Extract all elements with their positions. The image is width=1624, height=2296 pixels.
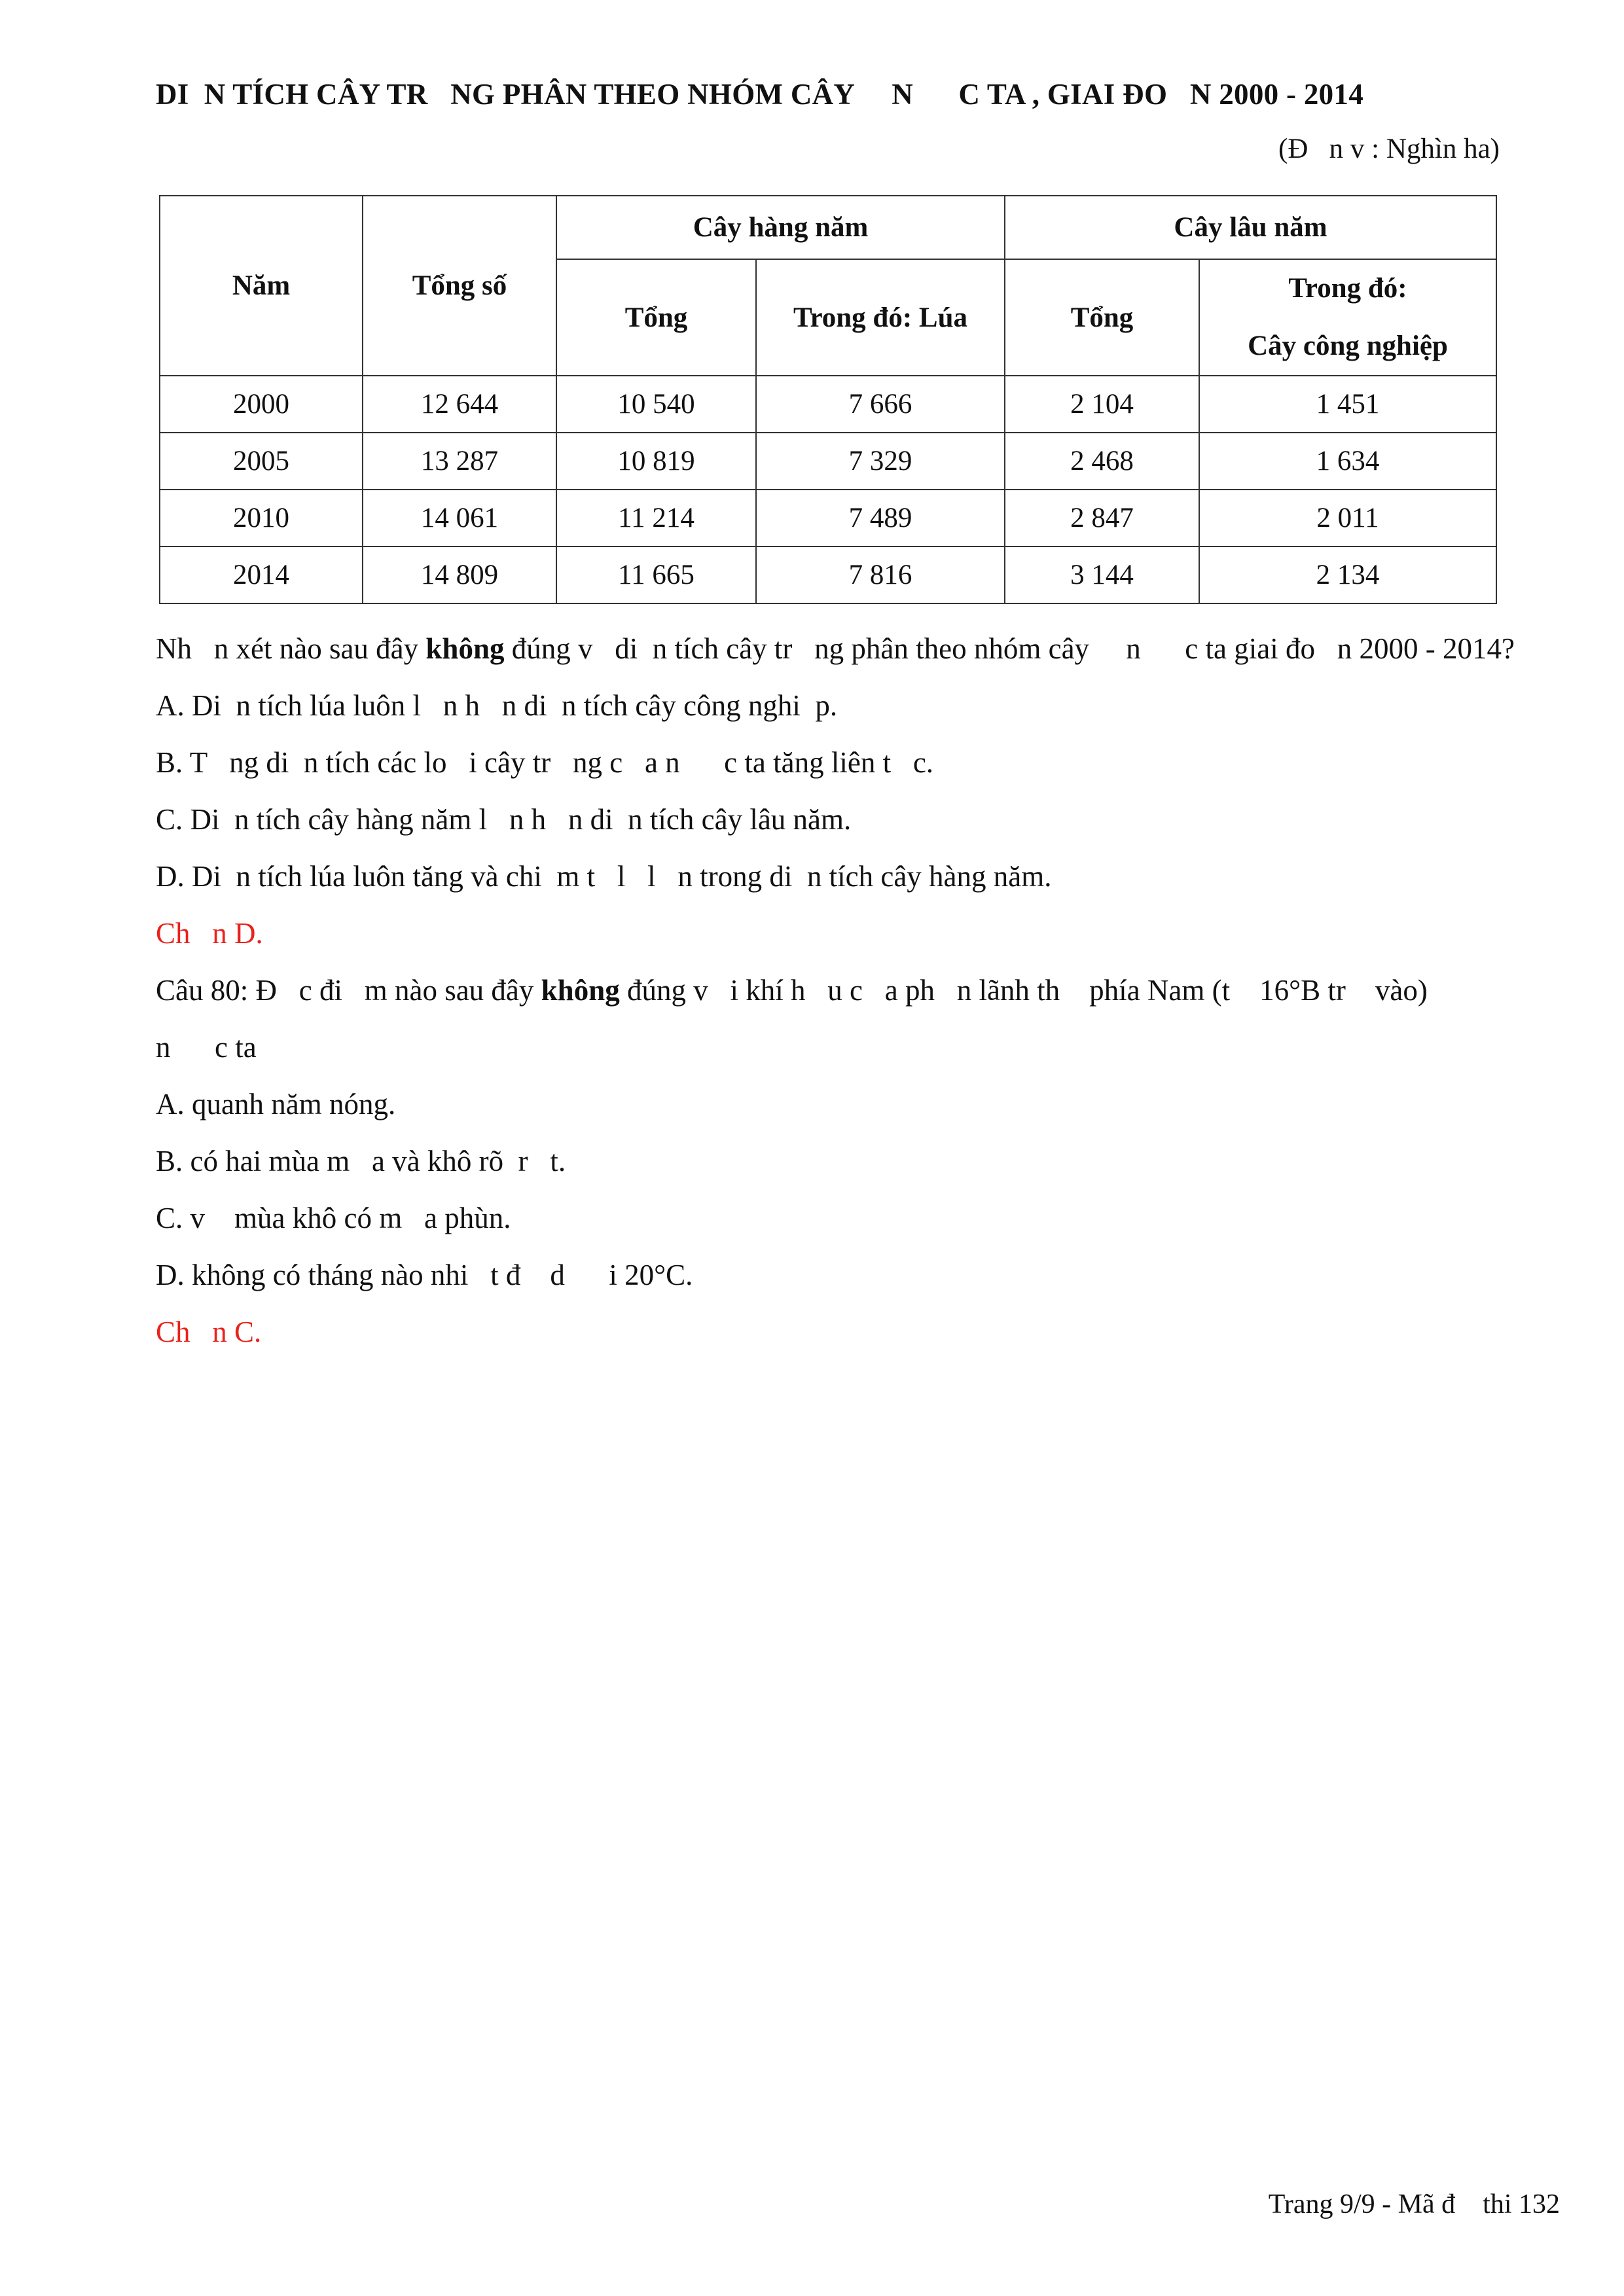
header-industrial-line2: Cây công nghiệp [1248,331,1448,361]
cell-year: 2014 [160,547,363,603]
table-row [160,433,1496,490]
q79-option-a: A. Di n tích lúa luôn l n h n di n tích cây công nghi p. [156,689,838,722]
header-perennial-industrial [1199,259,1496,376]
header-annual-total: Tổng [556,259,756,376]
q79-stem-pre: Nh n xét nào sau đây [156,632,426,665]
header-perennial-total: Tổng [1005,259,1199,376]
q79-option-c: C. Di n tích cây hàng năm l n h n di n tích cây lâu năm. [156,803,852,836]
cell-perennial-total: 2 468 [1005,433,1199,490]
q80-stem-line2: n c ta [156,1031,257,1064]
page-footer: Trang 9/9 - Mã đ thi 132 [1268,2189,1560,2219]
cell-total: 14 061 [363,490,556,547]
q79-option-b: B. T ng di n tích các lo i cây tr ng c a n c ta tăng liên t c. [156,746,934,779]
q79-stem-bold: không [425,632,505,665]
cell-industrial: 2 011 [1199,490,1496,547]
cell-rice: 7 816 [756,547,1005,603]
data-table [159,195,1497,604]
cell-annual-total: 11 665 [556,547,756,603]
q80-stem-pre: Câu 80: Đ c đi m nào sau đây [156,974,541,1007]
q79-stem [156,632,1550,666]
header-annual-crops: Cây hàng năm [556,196,1005,259]
header-industrial-line1: Trong đó: [1288,273,1407,304]
cell-industrial: 2 134 [1199,547,1496,603]
cell-annual-total: 10 540 [556,376,756,433]
unit-label: (Đ n v : Nghìn ha) [1278,134,1500,164]
q80-option-c: C. v mùa khô có m a phùn. [156,1202,511,1234]
header-annual-rice: Trong đó: Lúa [756,259,1005,376]
q80-option-a: A. quanh năm nóng. [156,1088,396,1121]
cell-perennial-total: 2 847 [1005,490,1199,547]
cell-rice: 7 329 [756,433,1005,490]
q79-option-d: D. Di n tích lúa luôn tăng và chi m t l l n trong di n tích cây hàng năm. [156,860,1052,893]
cell-industrial: 1 451 [1199,376,1496,433]
cell-total: 14 809 [363,547,556,603]
cell-year: 2005 [160,433,363,490]
q80-stem-post: đúng v i khí h u c a ph n lãnh th phía Nam (t 16°B tr vào) [619,974,1428,1007]
cell-year: 2000 [160,376,363,433]
q80-stem [156,973,1550,1007]
cell-annual-total: 10 819 [556,433,756,490]
cell-year: 2010 [160,490,363,547]
cell-perennial-total: 2 104 [1005,376,1199,433]
q80-option-d: D. không có tháng nào nhi t đ d i 20°C. [156,1259,693,1291]
table-row [160,376,1496,433]
cell-rice: 7 489 [756,490,1005,547]
q79-answer: Ch n D. [156,917,263,950]
q80-option-b: B. có hai mùa m a và khô rõ r t. [156,1145,566,1177]
table-row [160,490,1496,547]
cell-total: 13 287 [363,433,556,490]
cell-rice: 7 666 [756,376,1005,433]
cell-total: 12 644 [363,376,556,433]
q80-stem-bold: không [541,974,620,1007]
cell-annual-total: 11 214 [556,490,756,547]
cell-industrial: 1 634 [1199,433,1496,490]
cell-perennial-total: 3 144 [1005,547,1199,603]
q79-stem-post: đúng v di n tích cây tr ng phân theo nhóm cây n c ta giai đo n 2000 - 2014? [504,632,1515,665]
header-perennial-crops: Cây lâu năm [1005,196,1496,259]
header-year: Năm [160,196,363,376]
page-title: DI N TÍCH CÂY TR NG PHÂN THEO NHÓM CÂY N C TA , GIAI ĐO N 2000 - 2014 [156,78,1364,111]
header-total: Tổng số [363,196,556,376]
q80-answer: Ch n C. [156,1316,262,1348]
table-row [160,547,1496,603]
